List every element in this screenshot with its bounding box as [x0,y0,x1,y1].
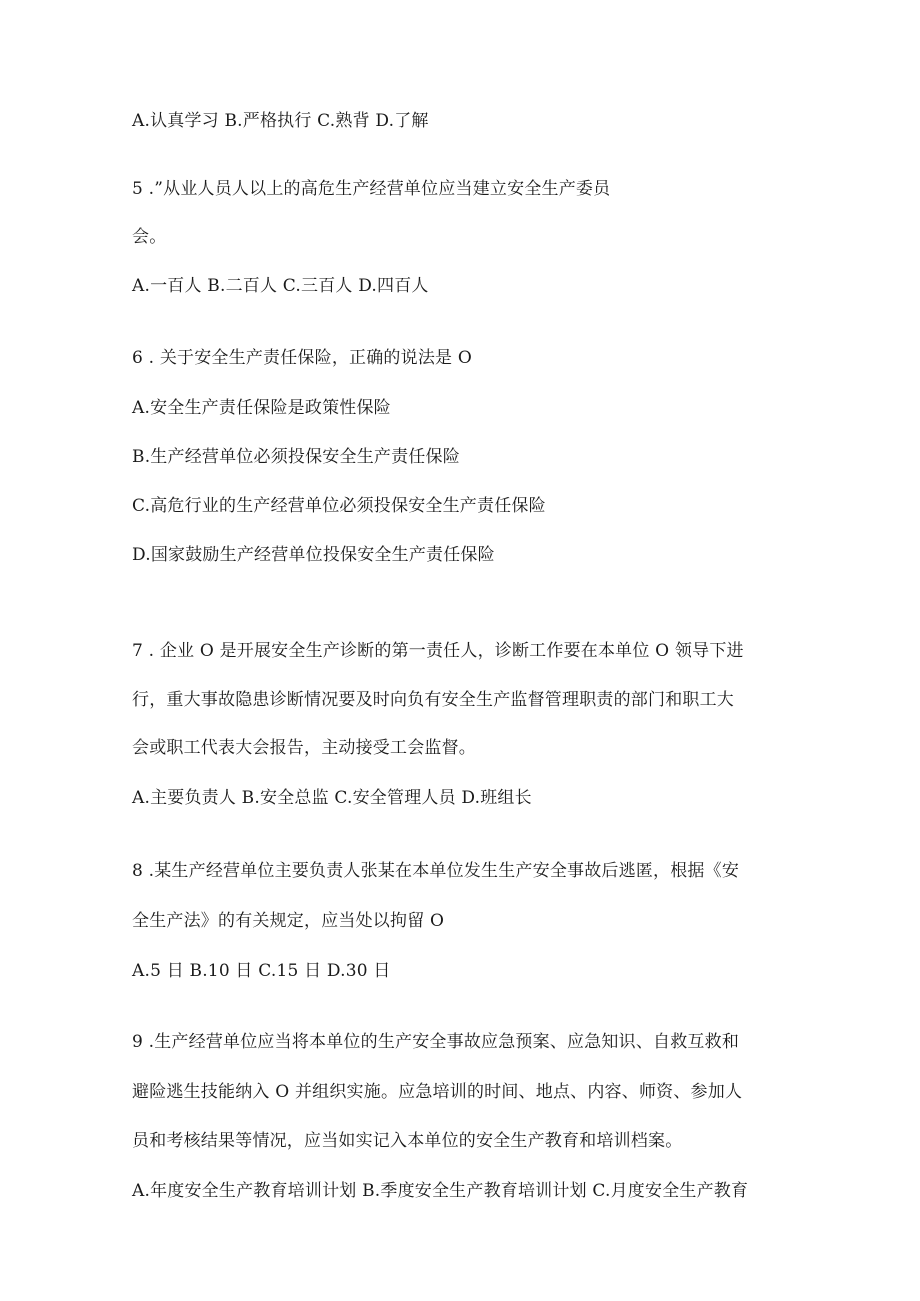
q9-text-line-1: 9 .生产经营单位应当将本单位的生产安全事故应急预案、应急知识、自救互救和 [132,1032,740,1052]
q8-options: A.5 日 B.10 日 C.15 日 D.30 日 [132,961,391,981]
q8-text-line-1: 8 .某生产经营单位主要负责人张某在本单位发生生产安全事故后逃匿，根据《安 [132,861,740,881]
q6-option-a: A.安全生产责任保险是政策性保险 [132,398,391,418]
q5-text-line-1: 5 .”从业人员人以上的高危生产经营单位应当建立安全生产委员 [132,179,611,199]
q9-options: A.年度安全生产教育培训计划 B.季度安全生产教育培训计划 C.月度安全生产教育 [132,1181,749,1201]
q6-option-d: D.国家鼓励生产经营单位投保安全生产责任保险 [132,545,495,565]
q6-option-b: B.生产经营单位必须投保安全生产责任保险 [132,447,460,467]
q4-options: A.认真学习 B.严格执行 C.熟背 D.了解 [132,111,429,131]
q5-text-line-2: 会。 [132,227,167,247]
q7-options: A.主要负责人 B.安全总监 C.安全管理人员 D.班组长 [132,788,532,808]
q5-options: A.一百人 B.二百人 C.三百人 D.四百人 [132,276,429,296]
q8-text-line-2: 全生产法》的有关规定，应当处以拘留 O [132,911,445,931]
q6-option-c: C.高危行业的生产经营单位必须投保安全生产责任保险 [132,496,546,516]
q9-text-line-2: 避险逃生技能纳入 O 并组织实施。应急培训的时间、地点、内容、师资、参加人 [132,1082,743,1102]
q7-text-line-3: 会或职工代表大会报告，主动接受工会监督。 [132,738,476,758]
q6-text: 6 . 关于安全生产责任保险，正确的说法是 O [132,348,472,368]
q7-text-line-1: 7 . 企业 O 是开展安全生产诊断的第一责任人，诊断工作要在本单位 O 领导下进 [132,641,744,661]
q7-text-line-2: 行，重大事故隐患诊断情况要及时向负有安全生产监督管理职责的部门和职工大 [132,690,734,710]
q9-text-line-3: 员和考核结果等情况，应当如实记入本单位的安全生产教育和培训档案。 [132,1131,683,1151]
